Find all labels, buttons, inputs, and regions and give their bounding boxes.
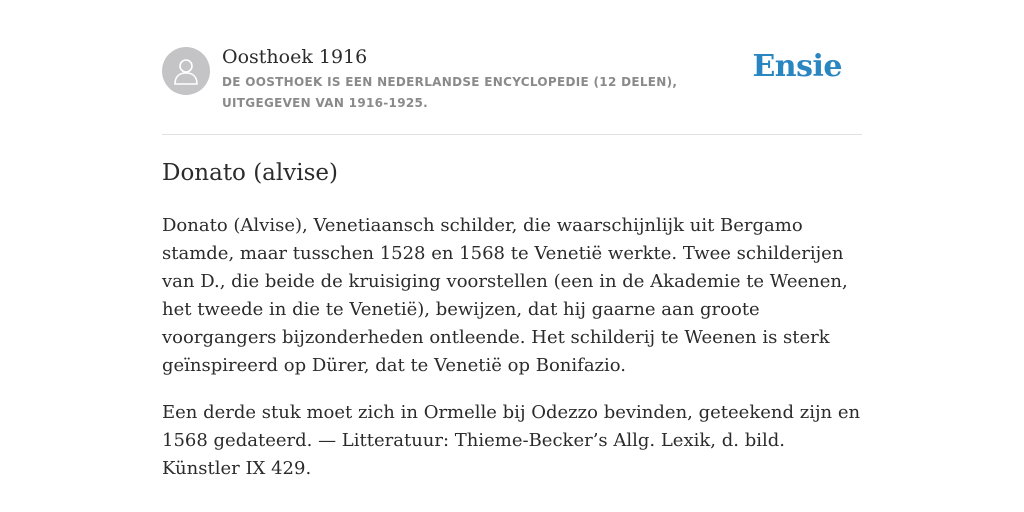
- article-paragraph: Een derde stuk moet zich in Ormelle bij Odezzo bevinden, geteekend zijn en 1568 gedateerd. — Litteratuur: Thieme-Becker’s Allg. Lexik, d. bild. Künstler IX 429.: [162, 402, 861, 479]
- source-name[interactable]: Oosthoek 1916: [222, 46, 368, 68]
- article-title: Donato (alvise): [162, 160, 338, 186]
- source-description: DE OOSTHOEK IS EEN NEDERLANDSE ENCYCLOPEDIE (12 DELEN), UITGEGEVEN VAN 1916-1925.: [222, 75, 678, 110]
- article-paragraph: Donato (Alvise), Venetiaansch schilder, die waarschijnlijk uit Bergamo stamde, maar tusschen 1528 en 1568 te Venetië werkte. Twee schilderijen van D., die beide de kruisiging voorstellen (een in de Akademie te Weenen, het tweede in die te Venetië), bewijzen, dat hij gaarne aan groote voorgangers bijzonderheden ontleende. Het schilderij te Weenen is sterk geïnspireerd op Dürer, dat te Venetië op Bonifazio.: [162, 215, 848, 376]
- page-container: [162, 0, 862, 479]
- source-header: [162, 0, 862, 135]
- ensie-logo[interactable]: Ensie: [752, 49, 842, 84]
- user-icon: [173, 57, 199, 85]
- source-avatar[interactable]: [162, 47, 210, 95]
- article-body: [162, 212, 862, 502]
